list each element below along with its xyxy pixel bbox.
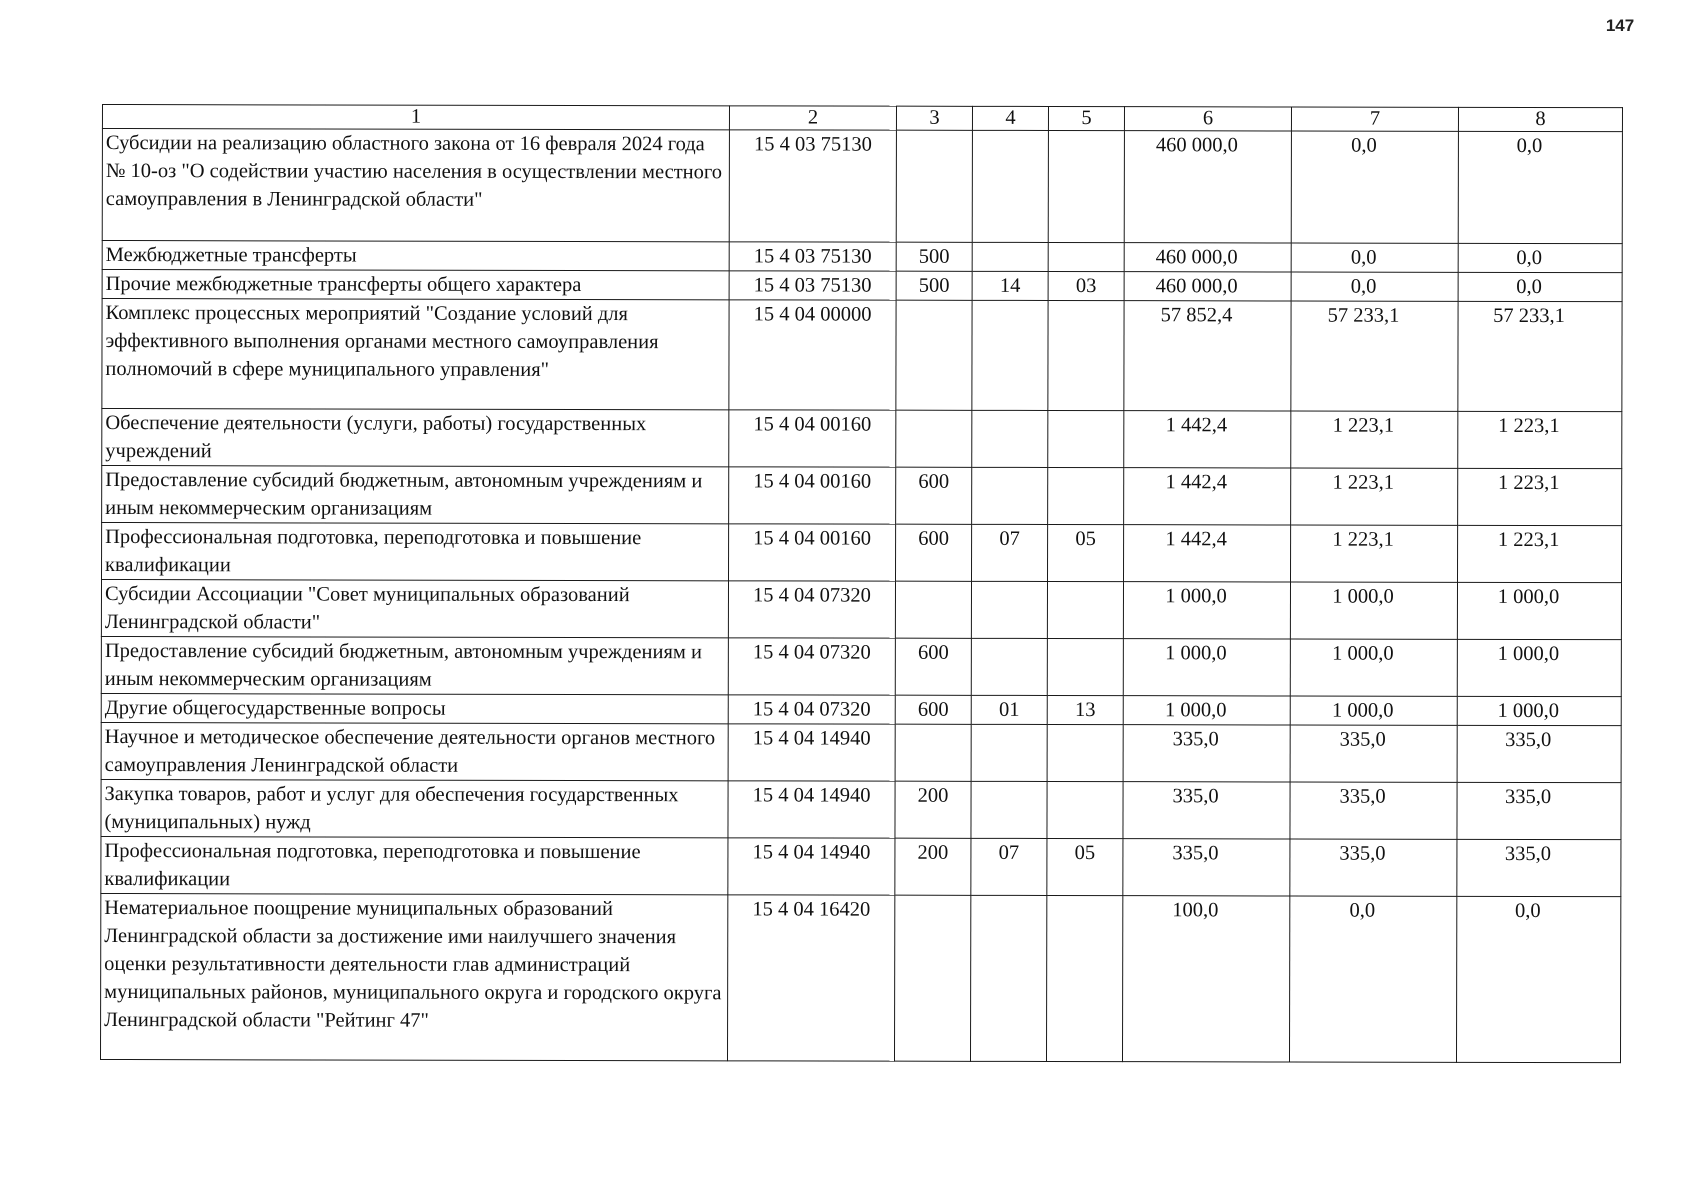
row-name: Субсидии на реализацию областного закона от 16 февраля 2024 года № 10-оз "О содействии участию населения в осуществлении местного самоуправления в Ленинградской области" <box>102 129 729 242</box>
row-name: Прочие межбюджетные трансферты общего характера <box>102 270 729 300</box>
row-target-code: 15 4 04 07320 <box>728 695 895 724</box>
row-subsection <box>1048 410 1124 467</box>
table-row <box>101 779 1621 839</box>
row-section <box>971 781 1047 838</box>
row-target-code: 15 4 04 00160 <box>729 410 896 467</box>
row-expense-type: 600 <box>895 695 971 724</box>
row-subsection <box>1047 638 1123 695</box>
row-amount-col7: 1 000,0 <box>1290 696 1457 725</box>
row-section: 01 <box>971 695 1047 724</box>
row-amount-col7: 335,0 <box>1290 839 1457 896</box>
row-section <box>972 242 1048 271</box>
row-amount-col7: 0,0 <box>1291 131 1458 243</box>
row-amount-col6: 460 000,0 <box>1124 272 1291 301</box>
row-amount-col6: 335,0 <box>1123 782 1290 839</box>
page-number: 147 <box>1605 16 1635 35</box>
budget-table <box>100 104 1623 1063</box>
table-row <box>101 636 1621 696</box>
row-target-code: 15 4 03 75130 <box>729 242 896 271</box>
row-expense-type <box>895 724 971 781</box>
row-amount-col8: 1 223,1 <box>1458 468 1622 525</box>
row-name: Нематериальное поощрение муниципальных образований Ленинградской области за достижение ими наилучшего значения оценки результативности деятельности глав администраций муниципальных районов, муниципального округа и городского округа Ленинградской области "Рейтинг 47" <box>100 893 727 1060</box>
row-section <box>971 581 1047 638</box>
table-row <box>101 836 1621 896</box>
header-col-2: 2 <box>729 106 896 130</box>
table-row <box>102 129 1622 244</box>
row-amount-col7: 57 233,1 <box>1291 301 1458 411</box>
row-amount-col7: 1 000,0 <box>1290 582 1457 639</box>
row-amount-col8: 335,0 <box>1457 782 1621 839</box>
row-expense-type <box>896 300 972 410</box>
row-name: Закупка товаров, работ и услуг для обеспечения государственных (муниципальных) нужд <box>101 779 728 837</box>
row-expense-type <box>896 130 972 242</box>
row-amount-col6: 100,0 <box>1122 896 1289 1062</box>
row-amount-col6: 1 442,4 <box>1124 468 1291 525</box>
row-amount-col8: 1 223,1 <box>1458 411 1622 468</box>
row-name: Научное и методическое обеспечение деятельности органов местного самоуправления Ленинградской области <box>101 722 728 780</box>
table-row <box>102 523 1622 583</box>
row-amount-col6: 335,0 <box>1123 725 1290 782</box>
row-name: Профессиональная подготовка, переподготовка и повышение квалификации <box>102 523 729 581</box>
row-amount-col8: 335,0 <box>1457 725 1621 782</box>
table-row <box>100 893 1620 1062</box>
row-amount-col8: 1 000,0 <box>1457 582 1621 639</box>
row-target-code: 15 4 04 14940 <box>728 838 895 895</box>
row-expense-type <box>895 581 971 638</box>
row-target-code: 15 4 04 00000 <box>729 300 896 410</box>
row-expense-type: 600 <box>895 638 971 695</box>
row-section <box>971 638 1047 695</box>
header-col-1: 1 <box>102 105 729 130</box>
table-row <box>102 409 1622 469</box>
row-amount-col8: 1 000,0 <box>1457 696 1621 725</box>
header-col-8: 8 <box>1458 107 1622 131</box>
row-subsection <box>1047 724 1123 781</box>
row-subsection: 05 <box>1048 524 1124 581</box>
row-section: 14 <box>972 271 1048 300</box>
header-col-3: 3 <box>896 106 972 130</box>
row-amount-col7: 1 000,0 <box>1290 639 1457 696</box>
row-amount-col7: 0,0 <box>1291 272 1458 301</box>
row-amount-col6: 1 442,4 <box>1124 411 1291 468</box>
header-col-4: 4 <box>972 106 1048 130</box>
row-section <box>972 130 1048 242</box>
row-amount-col8: 1 000,0 <box>1457 639 1621 696</box>
header-col-7: 7 <box>1291 107 1458 131</box>
row-section <box>972 300 1048 410</box>
row-target-code: 15 4 04 00160 <box>729 524 896 581</box>
row-amount-col8: 0,0 <box>1458 131 1622 243</box>
row-name: Предоставление субсидий бюджетным, автономным учреждениям и иным некоммерческим организациям <box>101 636 728 694</box>
row-amount-col6: 460 000,0 <box>1124 131 1291 243</box>
row-expense-type: 600 <box>896 467 972 524</box>
row-target-code: 15 4 04 16420 <box>727 895 894 1061</box>
row-expense-type <box>894 895 970 1061</box>
row-target-code: 15 4 03 75130 <box>729 271 896 300</box>
row-target-code: 15 4 04 00160 <box>729 467 896 524</box>
row-name: Субсидии Ассоциации "Совет муниципальных образований Ленинградской области" <box>101 580 728 638</box>
table-row <box>102 466 1622 526</box>
row-section: 07 <box>971 838 1047 895</box>
row-amount-col8: 57 233,1 <box>1458 301 1622 411</box>
row-target-code: 15 4 04 07320 <box>728 581 895 638</box>
row-amount-col6: 1 442,4 <box>1124 525 1291 582</box>
header-row <box>102 105 1622 132</box>
table-row <box>101 580 1621 640</box>
table-row <box>102 241 1622 273</box>
row-name: Межбюджетные трансферты <box>102 241 729 271</box>
row-subsection: 05 <box>1047 838 1123 895</box>
row-amount-col6: 57 852,4 <box>1124 301 1291 411</box>
row-name: Комплекс процессных мероприятий "Создание условий для эффективного выполнения органами местного самоуправления полномочий в сфере муниципального управления" <box>102 299 729 410</box>
row-amount-col6: 1 000,0 <box>1123 696 1290 725</box>
row-subsection: 03 <box>1048 271 1124 300</box>
row-amount-col8: 0,0 <box>1458 243 1622 272</box>
table-row <box>101 722 1621 782</box>
row-subsection <box>1047 581 1123 638</box>
row-subsection <box>1048 467 1124 524</box>
row-subsection <box>1048 242 1124 271</box>
row-subsection <box>1047 781 1123 838</box>
row-expense-type: 500 <box>896 271 972 300</box>
row-section <box>970 895 1046 1061</box>
header-col-6: 6 <box>1124 107 1291 131</box>
row-amount-col7: 1 223,1 <box>1291 411 1458 468</box>
row-target-code: 15 4 04 07320 <box>728 638 895 695</box>
row-amount-col7: 0,0 <box>1289 896 1456 1062</box>
table-row <box>101 693 1621 725</box>
table-row <box>102 299 1622 412</box>
row-amount-col6: 335,0 <box>1123 839 1290 896</box>
row-name: Другие общегосударственные вопросы <box>101 693 728 723</box>
row-target-code: 15 4 04 14940 <box>728 724 895 781</box>
row-subsection: 13 <box>1047 695 1123 724</box>
row-target-code: 15 4 04 14940 <box>728 781 895 838</box>
row-expense-type: 200 <box>895 838 971 895</box>
header-col-5: 5 <box>1048 106 1124 130</box>
row-name: Профессиональная подготовка, переподготовка и повышение квалификации <box>101 836 728 894</box>
table-row <box>102 270 1622 302</box>
row-amount-col6: 1 000,0 <box>1123 582 1290 639</box>
row-amount-col8: 0,0 <box>1458 272 1622 301</box>
row-subsection <box>1048 300 1124 410</box>
row-expense-type <box>896 410 972 467</box>
row-name: Предоставление субсидий бюджетным, автономным учреждениям и иным некоммерческим организациям <box>102 466 729 524</box>
row-amount-col7: 1 223,1 <box>1291 525 1458 582</box>
row-target-code: 15 4 03 75130 <box>729 130 896 242</box>
row-expense-type: 200 <box>895 781 971 838</box>
row-name: Обеспечение деятельности (услуги, работы) государственных учреждений <box>102 409 729 467</box>
row-expense-type: 500 <box>896 242 972 271</box>
row-amount-col6: 1 000,0 <box>1123 639 1290 696</box>
row-amount-col8: 1 223,1 <box>1458 525 1622 582</box>
row-amount-col7: 335,0 <box>1290 782 1457 839</box>
row-section <box>971 724 1047 781</box>
row-amount-col7: 1 223,1 <box>1291 468 1458 525</box>
row-subsection <box>1046 895 1122 1061</box>
row-section: 07 <box>972 524 1048 581</box>
row-amount-col7: 0,0 <box>1291 243 1458 272</box>
row-amount-col8: 335,0 <box>1457 839 1621 896</box>
row-subsection <box>1048 130 1124 242</box>
row-amount-col8: 0,0 <box>1456 896 1620 1062</box>
row-section <box>972 410 1048 467</box>
row-expense-type: 600 <box>896 524 972 581</box>
row-section <box>972 467 1048 524</box>
row-amount-col6: 460 000,0 <box>1124 243 1291 272</box>
row-amount-col7: 335,0 <box>1290 725 1457 782</box>
